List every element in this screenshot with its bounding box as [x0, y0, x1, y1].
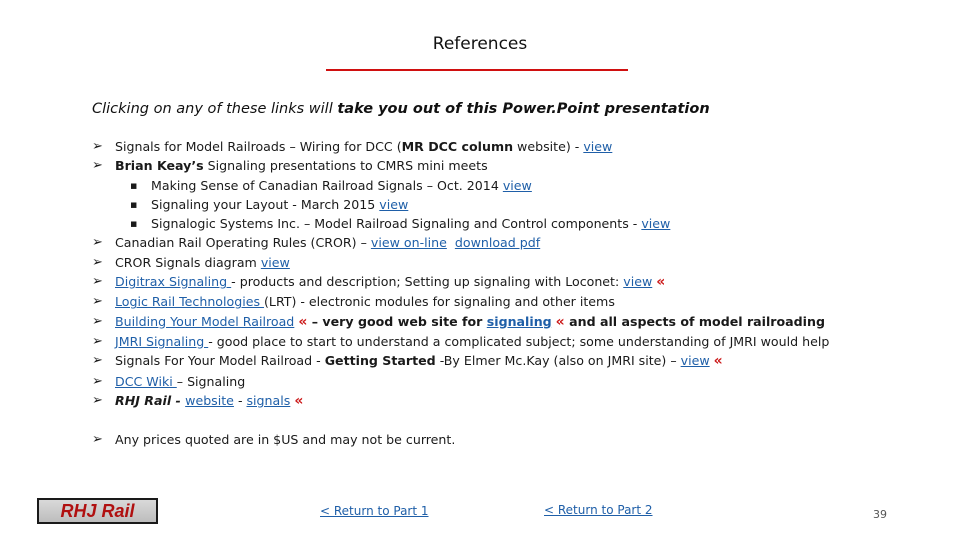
view-link[interactable]: view [641, 216, 671, 232]
building-railroad-link[interactable]: Building Your Model Railroad [115, 313, 295, 329]
double-chevron-icon: « [555, 313, 565, 330]
digitrax-link[interactable]: Digitrax Signaling [115, 274, 232, 290]
list-item-prices-note: ➢ Any prices quoted are in $US and may not be current. [92, 430, 922, 449]
signals-link[interactable]: signals [246, 392, 291, 408]
website-link[interactable]: website [185, 392, 234, 408]
page-title: References [432, 34, 528, 54]
list-item-building: ➢ Building Your Model Railroad « – very good web site for signaling « and all aspects of model railroading [92, 313, 825, 330]
arrow-bullet-icon: ➢ [92, 373, 103, 389]
list-item-getting-started: ➢ Signals For Your Model Railroad - Getting Started -By Elmer Mc.Kay (also on JMRI site) – view « [92, 353, 723, 370]
return-part1-link[interactable]: < Return to Part 1 [320, 504, 429, 518]
sub-item-keay-2: ▪ Signaling your Layout - March 2015 view [92, 195, 922, 214]
sub-item-keay-1: ▪ Making Sense of Canadian Railroad Signals – Oct. 2014 view [92, 176, 922, 195]
square-bullet-icon: ▪ [130, 217, 138, 231]
double-chevron-icon: « [298, 313, 308, 330]
arrow-bullet-icon: ➢ [92, 392, 103, 408]
arrow-bullet-icon: ➢ [92, 432, 103, 448]
jmri-link[interactable]: JMRI Signaling [115, 333, 209, 349]
arrow-bullet-icon: ➢ [92, 158, 103, 174]
rhj-rail-logo: RHJ Rail [37, 498, 158, 524]
view-online-link[interactable]: view on-line [370, 235, 447, 251]
view-link[interactable]: view [260, 254, 290, 270]
view-link[interactable]: view [623, 274, 653, 290]
double-chevron-icon: « [713, 353, 723, 370]
arrow-bullet-icon: ➢ [92, 274, 103, 290]
dcc-wiki-link[interactable]: DCC Wiki [115, 373, 177, 389]
square-bullet-icon: ▪ [130, 178, 138, 192]
list-item-cror-diagram: ➢ CROR Signals diagram view [92, 253, 922, 272]
arrow-bullet-icon: ➢ [92, 294, 103, 310]
list-item-cror: ➢ Canadian Rail Operating Rules (CROR) – view on-line download pdf [92, 233, 922, 252]
arrow-bullet-icon: ➢ [92, 313, 103, 329]
list-item-keay: ➢ Brian Keay’s Signaling presentations to CMRS mini meets [92, 156, 922, 175]
download-pdf-link[interactable]: download pdf [454, 235, 541, 251]
view-link[interactable]: view [502, 177, 532, 193]
title-underline [326, 69, 628, 71]
logic-rail-link[interactable]: Logic Rail Technologies [115, 294, 265, 310]
double-chevron-icon: « [656, 274, 666, 291]
list-item-dcc-wiki: ➢ DCC Wiki – Signaling [92, 372, 922, 391]
sub-item-keay-3: ▪ Signalogic Systems Inc. – Model Railroad Signaling and Control components - view [92, 214, 922, 233]
double-chevron-icon: « [294, 392, 304, 409]
intro-part2: take you out of this Power.Point presentation [337, 101, 710, 117]
arrow-bullet-icon: ➢ [92, 333, 103, 349]
page-number: 39 [873, 508, 887, 521]
square-bullet-icon: ▪ [130, 197, 138, 211]
arrow-bullet-icon: ➢ [92, 235, 103, 251]
list-item-signals-model: ➢ Signals for Model Railroads – Wiring for DCC (MR DCC column website) - view [92, 137, 922, 156]
arrow-bullet-icon: ➢ [92, 353, 103, 369]
intro-text [92, 101, 710, 117]
return-part2-link[interactable]: < Return to Part 2 [544, 503, 653, 517]
signaling-link[interactable]: signaling [486, 313, 552, 329]
list-item-rhj: ➢ RHJ Rail - website - signals « [92, 392, 304, 409]
intro-part1: Clicking on any of these links will [92, 101, 338, 117]
list-item-logic: ➢ Logic Rail Technologies (LRT) - electronic modules for signaling and other items [92, 292, 922, 311]
reference-list [92, 137, 922, 449]
view-link[interactable]: view [583, 139, 613, 154]
view-link[interactable]: view [680, 353, 710, 369]
view-link[interactable]: view [379, 196, 409, 212]
arrow-bullet-icon: ➢ [92, 254, 103, 270]
list-item-digitrax: ➢ Digitrax Signaling - products and description; Setting up signaling with Loconet: view « [92, 274, 666, 291]
arrow-bullet-icon: ➢ [92, 139, 103, 154]
list-item-jmri: ➢ JMRI Signaling - good place to start to understand a complicated subject; some understanding of JMRI would help [92, 332, 922, 351]
